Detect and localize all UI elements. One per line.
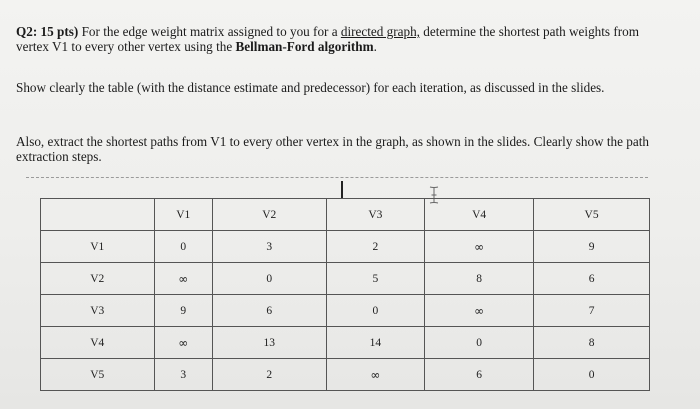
- matrix-cell: 3: [213, 231, 327, 263]
- matrix-cell: ∞: [425, 295, 534, 327]
- matrix-corner-cell: [41, 199, 155, 231]
- question-text-3: weights from vertex V1 to every other vertex using the: [16, 24, 639, 54]
- matrix-cell: 7: [534, 295, 650, 327]
- extract-paragraph: Also, extract the shortest paths from V1 to every other vertex in the graph, as shown in the slides. Clearly show the path extraction steps.: [16, 134, 649, 164]
- matrix-cell: 6: [213, 295, 327, 327]
- show-paragraph: Show clearly the table (with the distance estimate and predecessor) for each iteration, as discussed in the slides.: [16, 80, 605, 95]
- row-label-v1: V1: [41, 231, 155, 263]
- matrix-row-v3: [41, 295, 650, 327]
- row-label-v5: V5: [41, 359, 155, 391]
- matrix-cell: 2: [213, 359, 327, 391]
- question-text-1: For the edge weight matrix assigned to you for a: [81, 24, 338, 39]
- row-label-v4: V4: [41, 327, 155, 359]
- matrix-cell: 6: [425, 359, 534, 391]
- matrix-cell: ∞: [154, 327, 212, 359]
- column-header-v4: V4: [425, 199, 534, 231]
- matrix-row-v4: [41, 327, 650, 359]
- column-header-v3: V3: [326, 199, 425, 231]
- column-header-v1: V1: [154, 199, 212, 231]
- matrix-row-v1: [41, 231, 650, 263]
- edge-weight-matrix: [40, 198, 650, 391]
- matrix-cell: 13: [213, 327, 327, 359]
- question-paragraph: [16, 24, 656, 54]
- matrix-cell: ∞: [154, 263, 212, 295]
- matrix-cell: 8: [534, 327, 650, 359]
- matrix-cell: 0: [425, 327, 534, 359]
- matrix-header-row: [41, 199, 650, 231]
- matrix-cell: 14: [326, 327, 425, 359]
- matrix-cell: 6: [534, 263, 650, 295]
- row-label-v3: V3: [41, 295, 155, 327]
- question-text-2: determine the shortest path: [423, 24, 566, 39]
- matrix-cell: 3: [154, 359, 212, 391]
- matrix-cell: ∞: [326, 359, 425, 391]
- matrix-cell: 8: [425, 263, 534, 295]
- matrix-cell: 0: [154, 231, 212, 263]
- matrix-row-v2: [41, 263, 650, 295]
- column-header-v2: V2: [213, 199, 327, 231]
- directed-graph-text: directed graph,: [340, 24, 420, 39]
- matrix-cell: ∞: [425, 231, 534, 263]
- algorithm-name: Bellman-Ford algorithm: [235, 39, 374, 54]
- matrix-cell: 5: [326, 263, 425, 295]
- matrix-row-v5: [41, 359, 650, 391]
- matrix-cell: 0: [213, 263, 327, 295]
- column-header-v5: V5: [534, 199, 650, 231]
- matrix-cell: 9: [154, 295, 212, 327]
- question-period: .: [373, 39, 377, 54]
- question-label: Q2: 15 pts): [16, 24, 79, 39]
- matrix-cell: 0: [326, 295, 425, 327]
- matrix-cell: 9: [534, 231, 650, 263]
- matrix-cell: 0: [534, 359, 650, 391]
- text-cursor-mark: [341, 181, 343, 198]
- matrix-cell: 2: [326, 231, 425, 263]
- row-label-v2: V2: [41, 263, 155, 295]
- dashed-divider: [26, 177, 648, 178]
